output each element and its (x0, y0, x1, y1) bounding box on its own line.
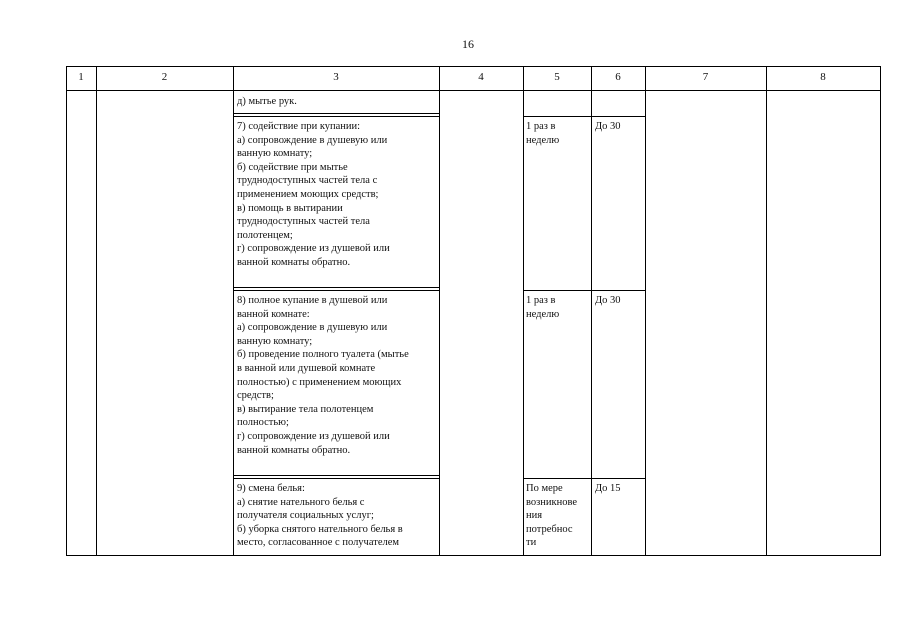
header-col-7: 7 (702, 71, 709, 83)
page-number: 16 (462, 37, 474, 51)
header-col-8: 8 (820, 71, 826, 83)
service-frequency: 1 раз в неделю (526, 295, 560, 320)
header-col-5: 5 (554, 71, 560, 83)
header-col-3: 3 (333, 71, 339, 83)
header-col-4: 4 (478, 71, 484, 83)
service-frequency: По мере возникнове ния потребнос ти (526, 483, 578, 549)
header-col-2: 2 (161, 71, 168, 83)
service-description: 9) смена белья: а) снятие нательного белья с получателя социальных услуг; б) уборка снятого нательного белья в место, согласованное с получателем (237, 483, 403, 549)
header-col-1: 1 (78, 71, 84, 83)
service-time: До 30 (595, 295, 621, 306)
service-time: До 15 (595, 483, 621, 494)
service-description: д) мытье рук. (237, 96, 297, 107)
service-description: 8) полное купание в душевой или ванной комнате: а) сопровождение в душевую или ванную комнату; б) проведение полного туалета (мытье в ванной или душевой комнате полностью) с применением моющих средств; в) вытирание тела полотенцем полностью; г) сопровождение из душевой или ванной комнаты обратно. (237, 295, 409, 456)
header-col-6: 6 (615, 71, 621, 83)
service-frequency: 1 раз в неделю (526, 121, 560, 146)
service-description: 7) содействие при купании: а) сопровождение в душевую или ванную комнату; б) содействие при мытье труднодоступных частей тела с применением моющих средств; в) помощь в вытирании труднодоступных частей тела полотенцем; г) сопровождение из душевой или ванной комнаты обратно. (237, 121, 390, 268)
service-time: До 30 (595, 121, 621, 132)
